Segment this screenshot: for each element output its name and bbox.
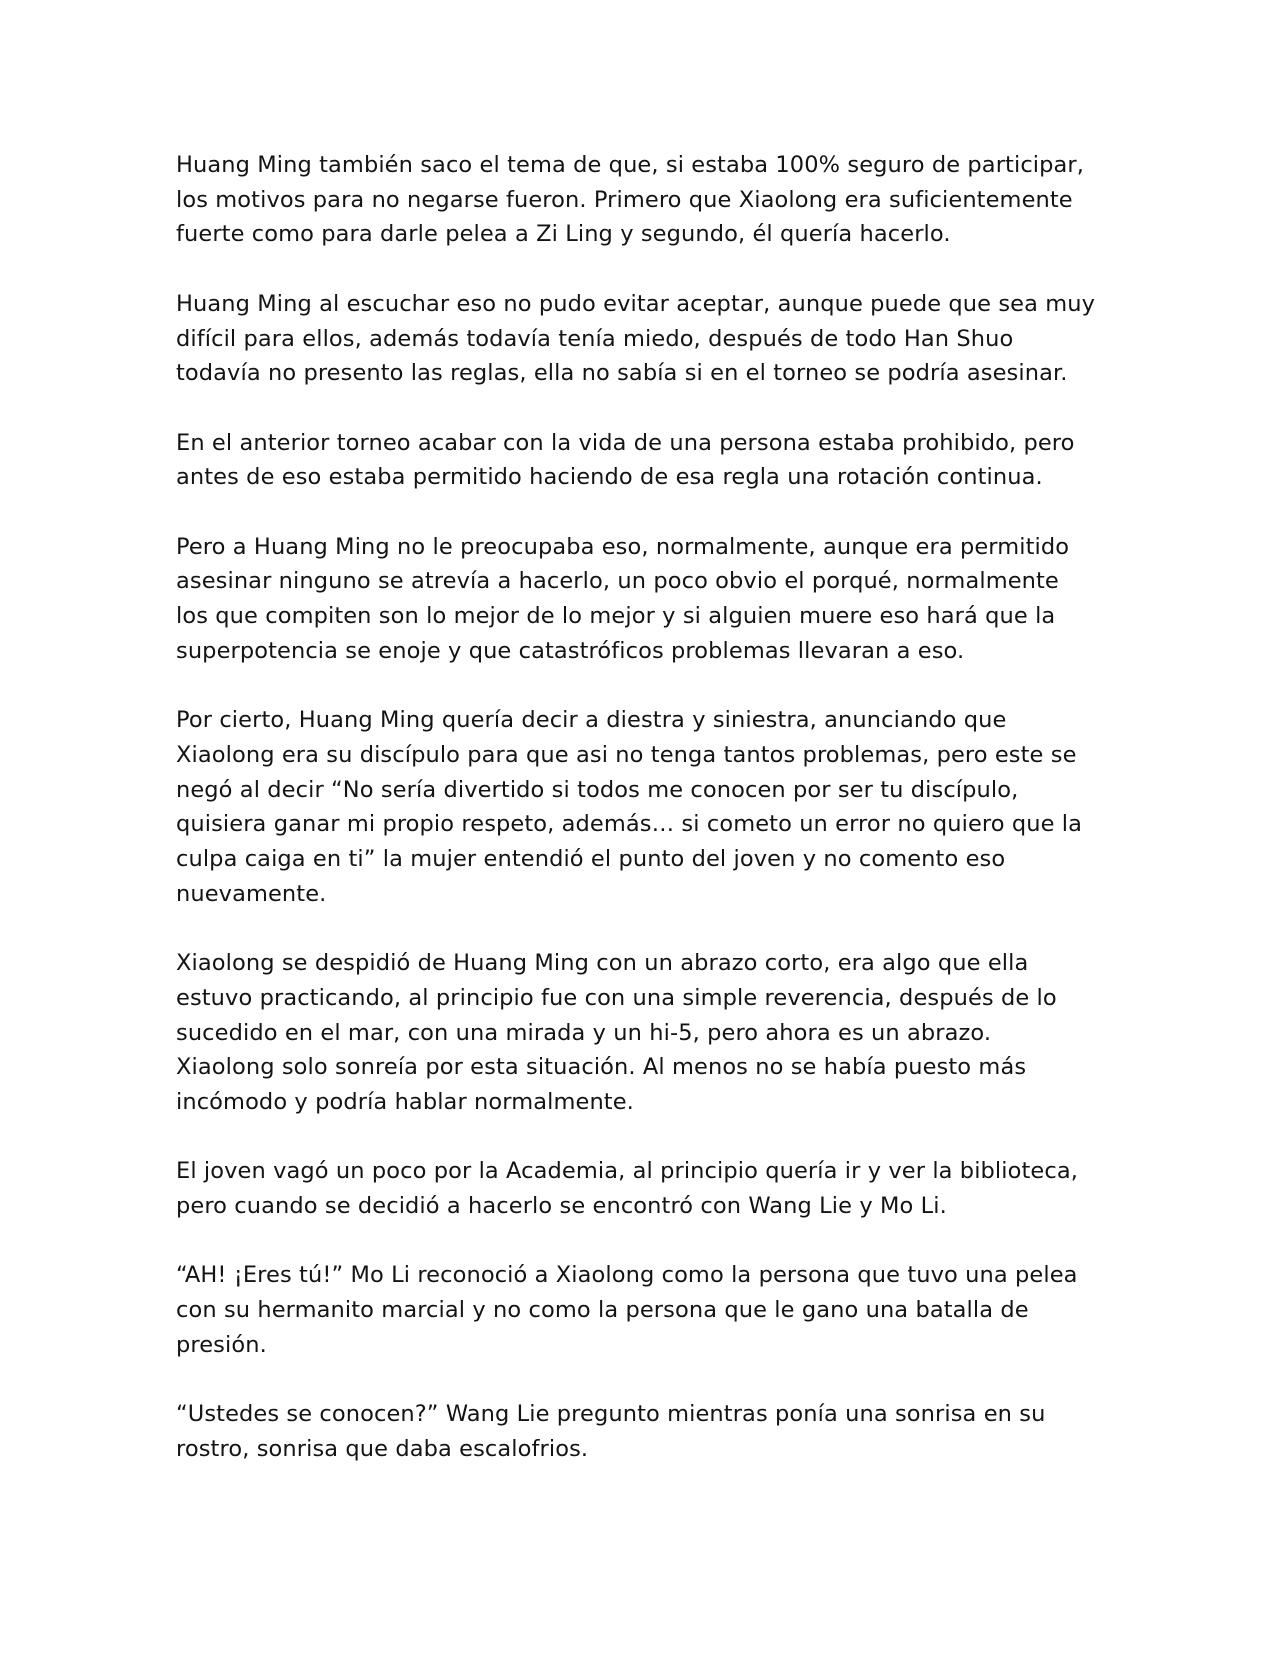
paragraph: “Ustedes se conocen?” Wang Lie pregunto mientras ponía una sonrisa en su rostro, sonrisa que daba escalofrios.: [176, 1401, 1046, 1462]
paragraph: El joven vagó un poco por la Academia, al principio quería ir y ver la biblioteca, pero cuando se decidió a hacerlo se encontró con Wang Lie y Mo Li.: [176, 1158, 1078, 1219]
paragraph: Xiaolong se despidió de Huang Ming con un abrazo corto, era algo que ella estuvo practicando, al principio fue con una simple reverencia, después de lo sucedido en el mar, con una mirada y un hi-5, pero ahora es un abrazo. Xiaolong solo sonreía por esta situación. Al menos no se había puesto más incómodo y podría hablar normalmente.: [176, 950, 1057, 1115]
paragraph: “AH! ¡Eres tú!” Mo Li reconoció a Xiaolong como la persona que tuvo una pelea con su hermanito marcial y no como la persona que le gano una batalla de presión.: [176, 1262, 1078, 1358]
paragraph: Por cierto, Huang Ming quería decir a diestra y siniestra, anunciando que Xiaolong era su discípulo para que asi no tenga tantos problemas, pero este se negó al decir “No sería divertido si todos me conocen por ser tu discípulo, quisiera ganar mi propio respeto, además… si cometo un error no quiero que la culpa caiga en ti” la mujer entendió el punto del joven y no comento eso nuevamente.: [176, 707, 1083, 907]
paragraph: Huang Ming al escuchar eso no pudo evitar aceptar, aunque puede que sea muy difícil para ellos, además todavía tenía miedo, después de todo Han Shuo todavía no presento las reglas, ella no sabía si en el torneo se podría asesinar.: [176, 290, 1096, 387]
paragraph: Pero a Huang Ming no le preocupaba eso, normalmente, aunque era permitido asesinar ninguno se atrevía a hacerlo, un poco obvio el porqué, normalmente los que compiten son lo mejor de lo mejor y si alguien muere eso hará que la superpotencia se enoje y que catastróficos problemas llevaran a eso.: [176, 533, 1070, 664]
paragraph: En el anterior torneo acabar con la vida de una persona estaba prohibido, pero antes de eso estaba permitido haciendo de esa regla una rotación continua.: [176, 429, 1075, 491]
paragraph: Huang Ming también saco el tema de que, si estaba 100% seguro de participar, los motivos para no negarse fueron. Primero que Xiaolong era suficientemente fuerte como para darle pelea a Zi Ling y segundo, él quería hacerlo.: [176, 152, 1085, 248]
document-body: [176, 148, 1096, 1467]
